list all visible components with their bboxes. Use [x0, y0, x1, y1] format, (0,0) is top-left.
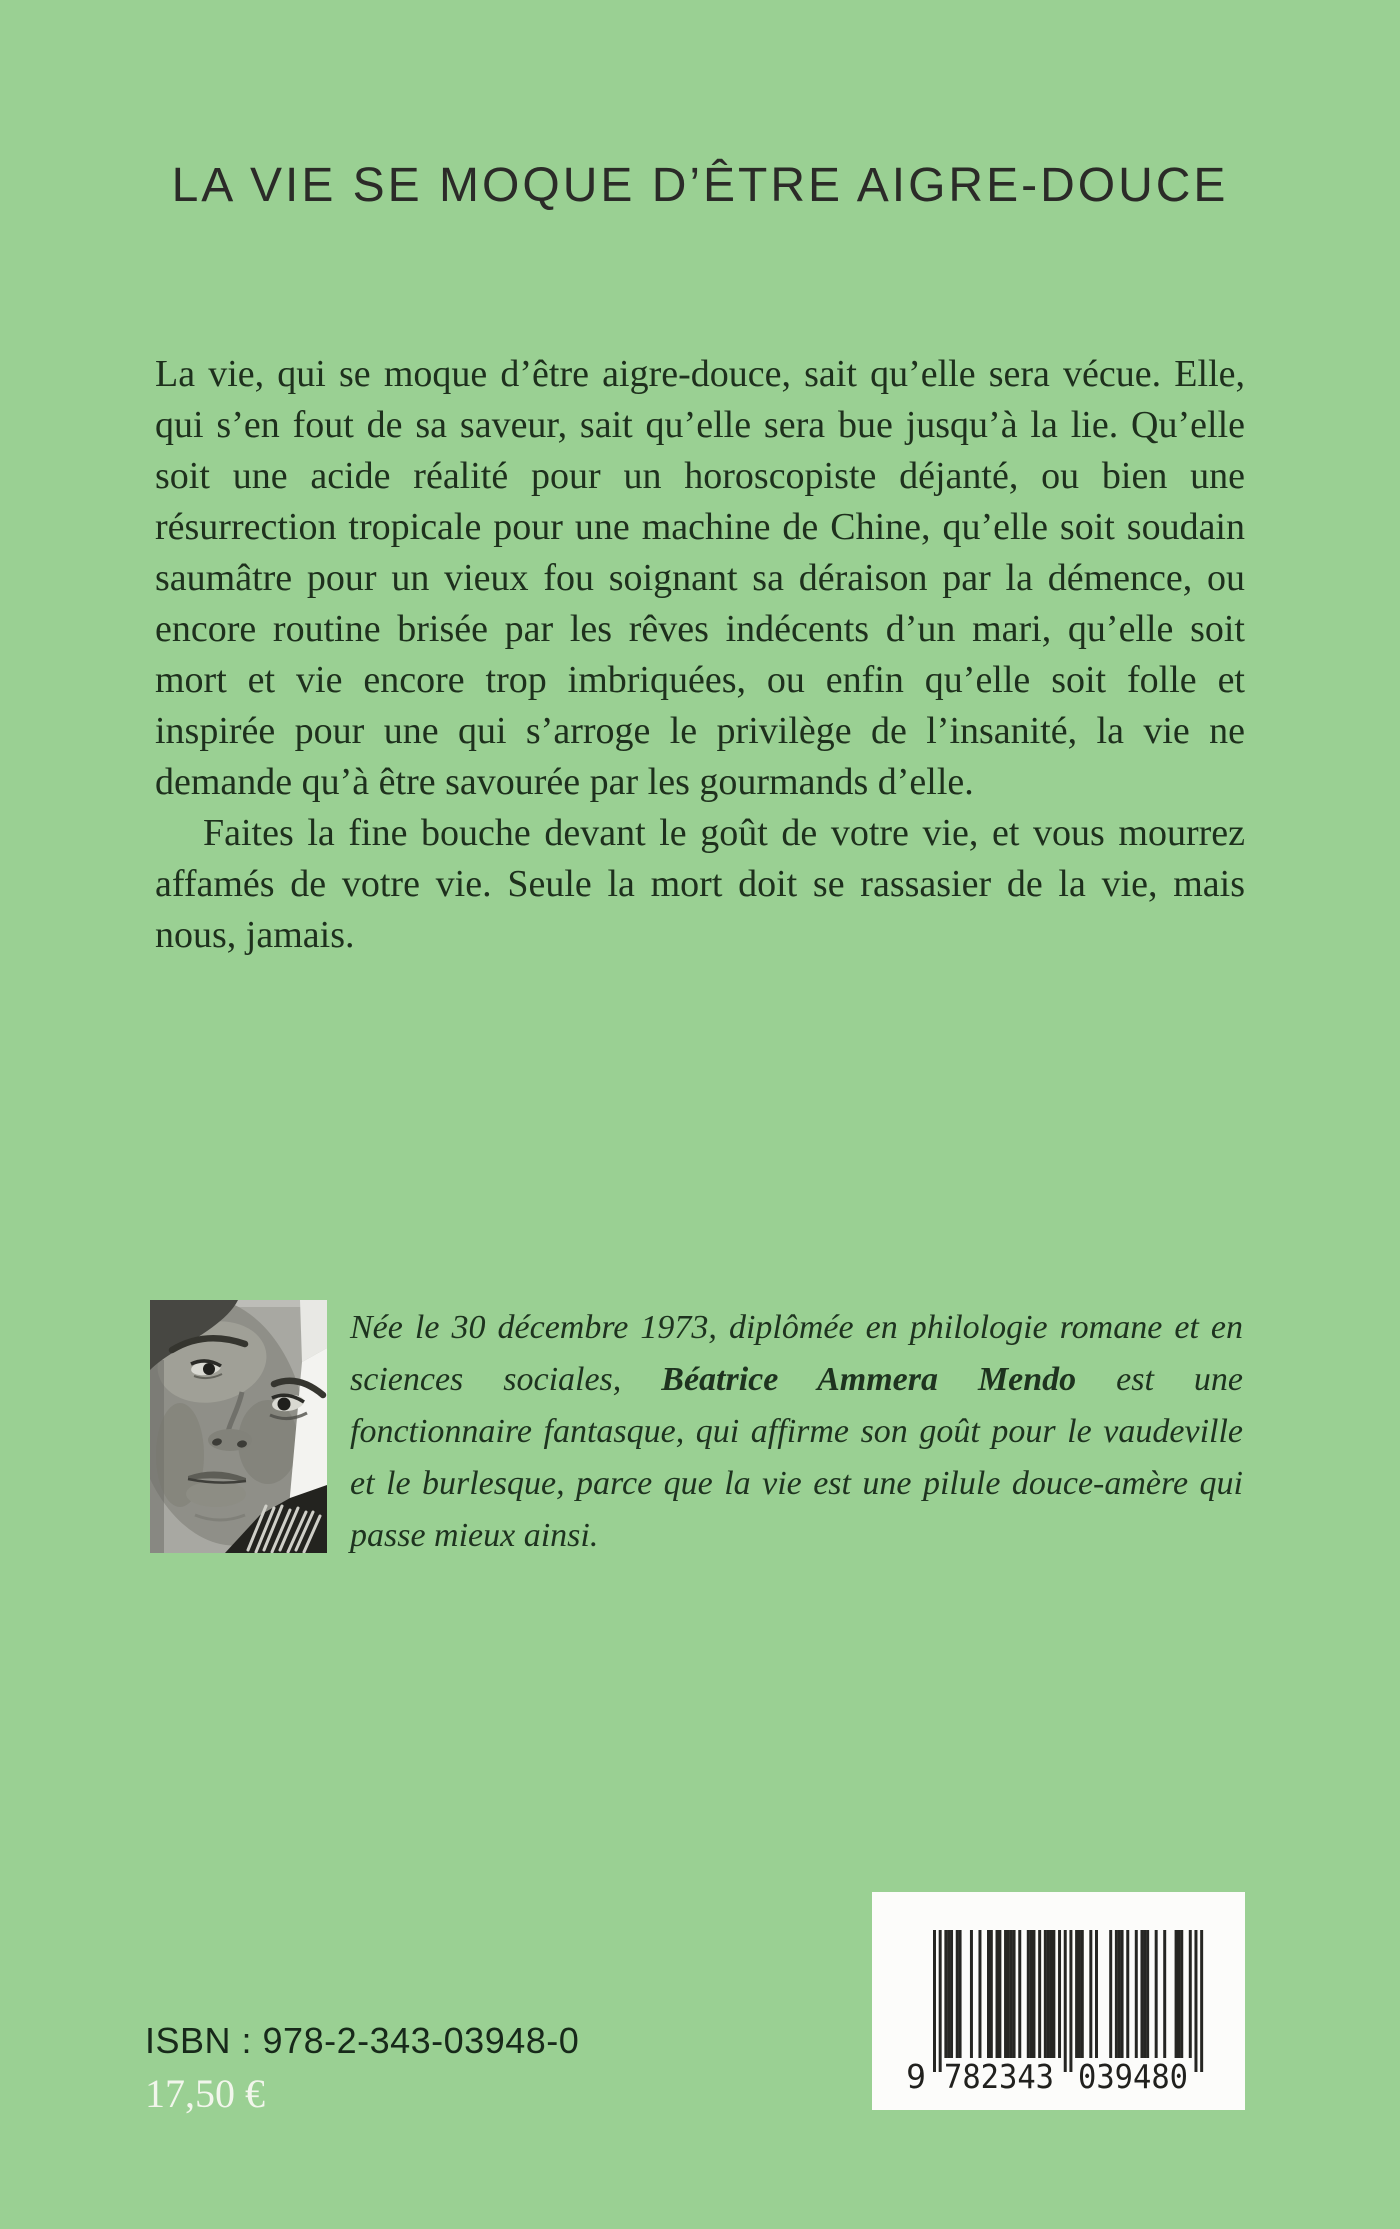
synopsis-paragraph-2: Faites la fine bouche devant le goût de votre vie, et vous mourrez affamés de votre vie. Seule la mort doit se rassasier de la vie, mais nous, jamais.: [155, 812, 1245, 956]
svg-text:039480: 039480: [1078, 2057, 1188, 2096]
synopsis-block: [155, 349, 1245, 961]
author-bio-text: [350, 1302, 1243, 1562]
author-name: Béatrice Ammera Mendo: [661, 1361, 1077, 1398]
isbn-text: ISBN : 978-2-343-03948-0: [145, 2020, 580, 2061]
barcode-image: [872, 1892, 1245, 2110]
svg-text:782343: 782343: [944, 2057, 1054, 2096]
svg-text:9: 9: [906, 2057, 926, 2096]
book-title: LA VIE SE MOQUE D’ÊTRE AIGRE-DOUCE: [171, 159, 1229, 212]
author-photo-image: [150, 1300, 327, 1553]
barcode: [872, 1892, 1245, 2110]
price-text: 17,50 €: [145, 2071, 265, 2116]
synopsis-paragraph-1: La vie, qui se moque d’être aigre-douce, sait qu’elle sera vécue. Elle, qui s’en fout de sa saveur, sait qu’elle sera bue jusqu’à la lie. Qu’elle soit une acide réalité pour un horoscopiste déjanté, ou bien une résurrection tropicale pour une machine de Chine, qu’elle soit soudain saumâtre pour un vieux fou soignant sa déraison par la démence, ou encore routine brisée par les rêves indécents d’un mari, qu’elle soit mort et vie encore trop imbriquées, ou enfin qu’elle soit folle et inspirée pour une qui s’arroge le privilège de l’insanité, la vie ne demande qu’à être savourée par les gourmands d’elle.: [155, 353, 1245, 803]
author-photo: [150, 1300, 327, 1553]
bio-text-after-name: est une fonctionnaire fantasque, qui affirme son goût pour le vaudeville et le burlesque, parce que la vie est une pilule douce-amère qui passe mieux ainsi.: [350, 1361, 1244, 1554]
bio-text-before-name: Née le 30 décembre 1973, diplômée en philologie romane et en sciences sociales,: [350, 1309, 1243, 1398]
